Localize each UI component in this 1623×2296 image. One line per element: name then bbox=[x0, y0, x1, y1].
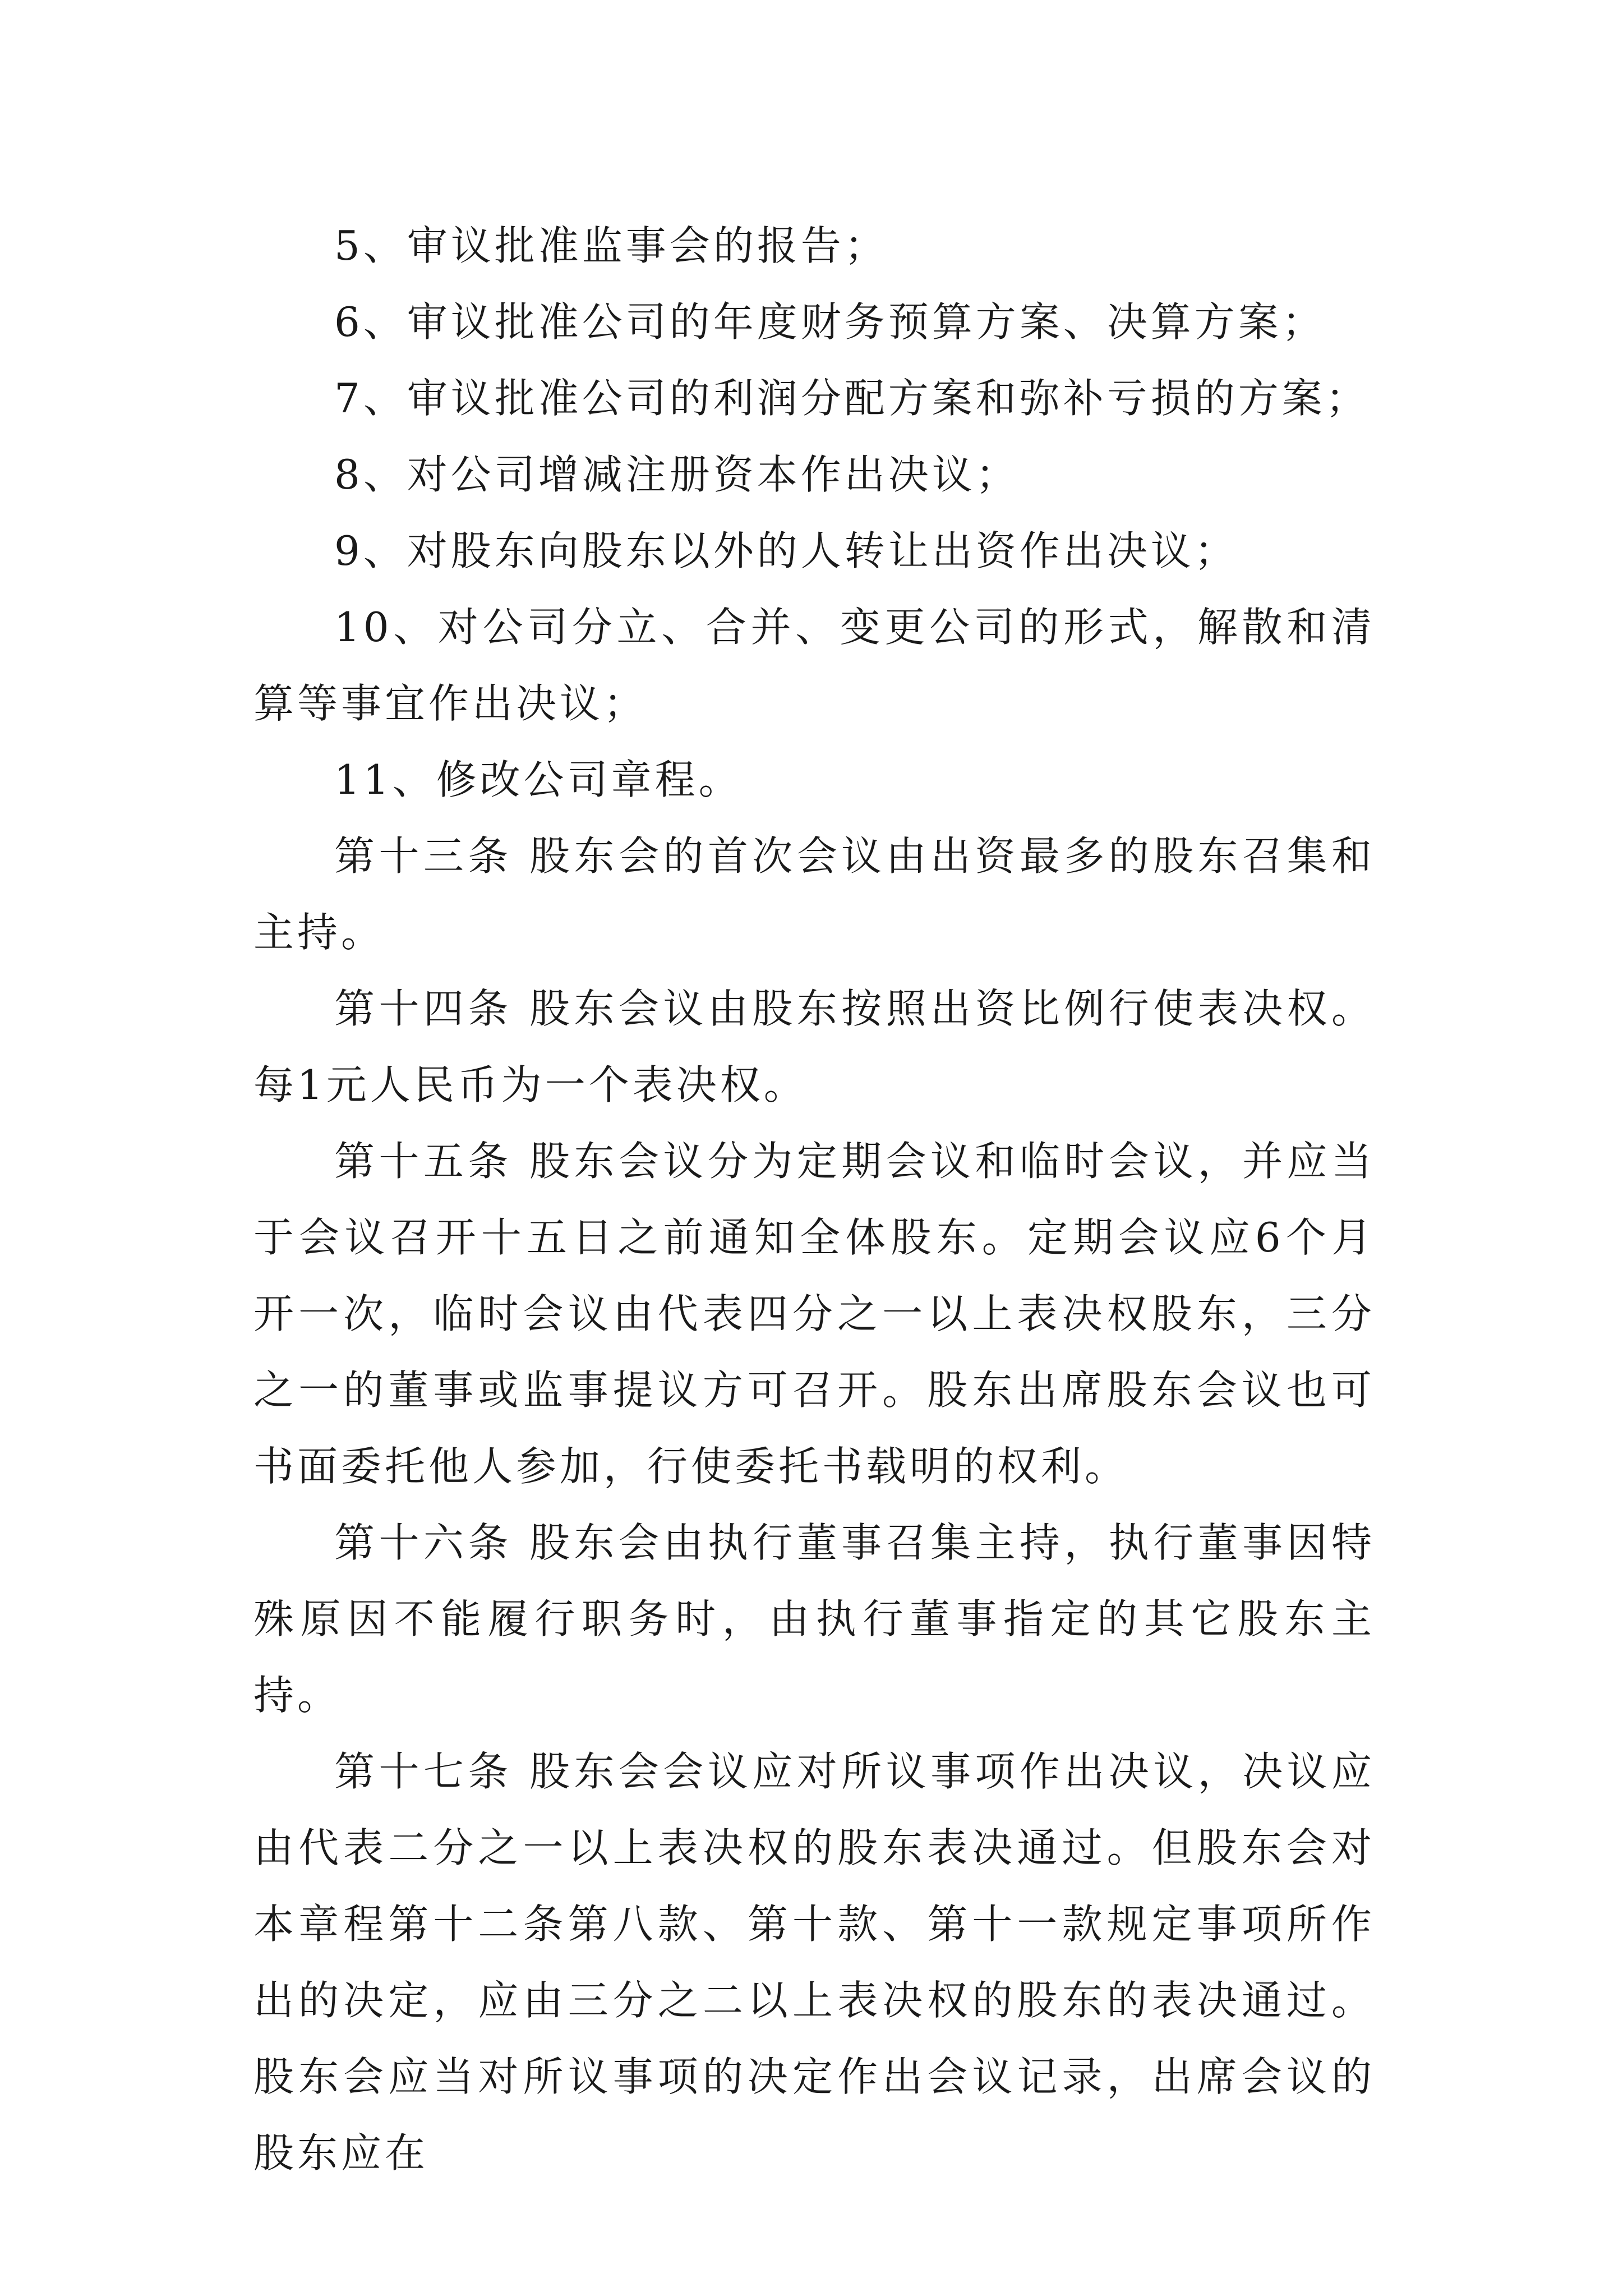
document-body bbox=[253, 208, 1375, 2191]
paragraph-item-8: 8、对公司增减注册资本作出决议； bbox=[334, 451, 1020, 498]
paragraph-item-10: 10、对公司分立、合并、变更公司的形式，解散和清算等事宜作出决议； bbox=[253, 604, 1375, 727]
article-16: 第十六条 股东会由执行董事召集主持，执行董事因特殊原因不能履行职务时，由执行董事指定的其它股东主持。 bbox=[253, 1519, 1375, 1719]
paragraph-item-7: 7、审议批准公司的利润分配方案和弥补亏损的方案； bbox=[334, 375, 1370, 422]
paragraph-item-11: 11、修改公司章程。 bbox=[334, 756, 743, 803]
article-17: 第十七条 股东会会议应对所议事项作出决议，决议应由代表二分之一以上表决权的股东表决通过。但股东会对本章程第十二条第八款、第十款、第十一款规定事项所作出的决定，应由三分之二以上表决权的股东的表决通过。股东会应当对所议事项的决定作出会议记录，出席会议的股东应在 bbox=[253, 1748, 1375, 2177]
paragraph-item-9: 9、对股东向股东以外的人转让出资作出决议； bbox=[334, 527, 1238, 574]
paragraph-item-6: 6、审议批准公司的年度财务预算方案、决算方案； bbox=[334, 298, 1326, 346]
article-13: 第十三条 股东会的首次会议由出资最多的股东召集和主持。 bbox=[253, 832, 1375, 956]
article-14: 第十四条 股东会议由股东按照出资比例行使表决权。每1元人民币为一个表决权。 bbox=[253, 985, 1375, 1108]
paragraph-item-5: 5、审议批准监事会的报告； bbox=[334, 222, 888, 269]
article-15: 第十五条 股东会议分为定期会议和临时会议，并应当于会议召开十五日之前通知全体股东。定期会议应6个月开一次，临时会议由代表四分之一以上表决权股东，三分之一的董事或监事提议方可召开。股东出席股东会议也可书面委托他人参加，行使委托书载明的权利。 bbox=[253, 1138, 1375, 1490]
